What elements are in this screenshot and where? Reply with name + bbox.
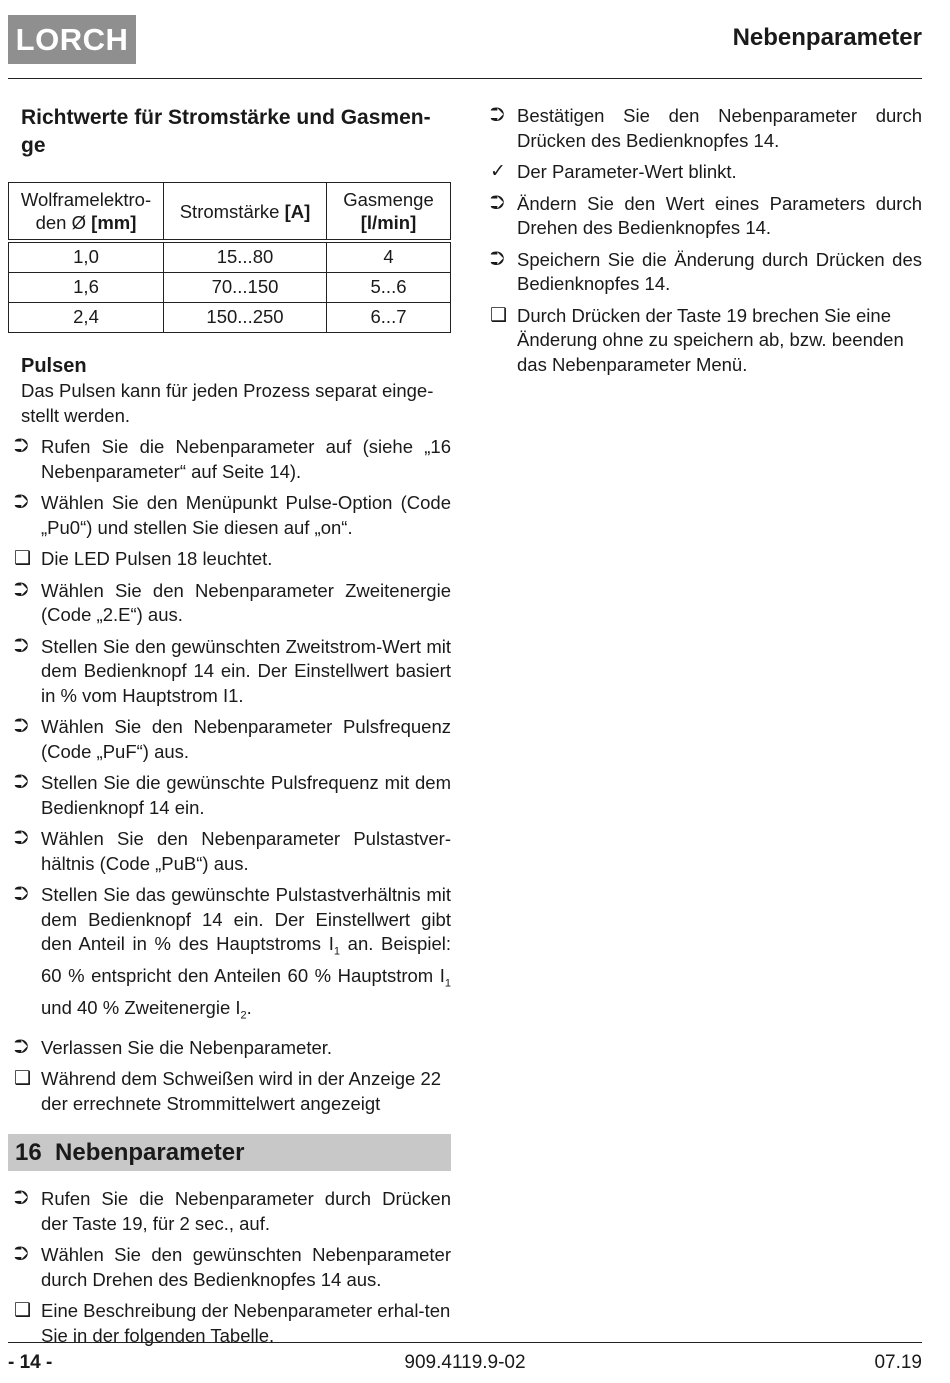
table-row (9, 273, 451, 303)
table-cell: 1,0 (9, 241, 164, 273)
list-item: ⮊ Stellen Sie den gewünschten Zweitstrom-Wert mit dem Bedienknopf 14 ein. Der Einstellwert basiert in % vom Hauptstrom I1. (8, 635, 451, 709)
table-cell: 70...150 (164, 273, 327, 303)
document-number: 909.4119.9-02 (404, 1352, 526, 1373)
column-header-gas: Gasmenge [l/min] (327, 183, 451, 242)
arrow-icon: ⮊ (14, 436, 29, 457)
arrow-icon: ⮊ (14, 635, 29, 657)
list-item: ⮊ Wählen Sie den Nebenparameter Zweitenergie (Code „2.E“) aus. (8, 579, 451, 628)
table-row (9, 303, 451, 333)
section-16-steps (8, 1187, 451, 1348)
pulsen-steps (8, 435, 451, 1116)
arrow-icon: ⮊ (14, 716, 29, 737)
column-header-electrode: Wolframelektro- den Ø [mm] (9, 183, 164, 242)
table-cell: 5...6 (327, 273, 451, 303)
pulsen-heading: Pulsen (21, 355, 87, 377)
list-item: ⮊ Rufen Sie die Nebenparameter durch Drücken der Taste 19, für 2 sec., auf. (8, 1187, 451, 1236)
table-cell: 15...80 (164, 241, 327, 273)
lorch-logo: LORCH (8, 15, 136, 64)
arrow-icon: ⮊ (14, 1244, 29, 1266)
section-16-heading: 16 Nebenparameter (8, 1134, 451, 1171)
arrow-icon: ⮊ (14, 884, 29, 905)
list-item: ⮊ Stellen Sie die gewünschte Pulsfrequenz mit dem Bedienknopf 14 ein. (8, 771, 451, 820)
pulsen-intro: Das Pulsen kann für jeden Prozess separat einge-stellt werden. (21, 380, 434, 426)
table-cell: 4 (327, 241, 451, 273)
table-heading: Richtwerte für Stromstärke und Gasmen- ge (21, 106, 431, 157)
arrow-icon: ⮊ (490, 192, 505, 214)
list-item: ❑ Eine Beschreibung der Nebenparameter erhal-ten Sie in der folgenden Tabelle. (8, 1299, 451, 1348)
list-item: ⮊ Wählen Sie den Nebenparameter Pulsfrequenz (Code „PuF“) aus. (8, 715, 451, 764)
check-icon: ✓ (490, 161, 506, 182)
list-item: ✓ Der Parameter-Wert blinkt. (484, 160, 922, 185)
checkbox-square-icon: ❑ (14, 1300, 32, 1322)
list-item: ⮊ Wählen Sie den gewünschten Nebenparameter durch Drehen des Bedienknopfes 14 aus. (8, 1243, 451, 1292)
table-row (9, 241, 451, 273)
arrow-icon: ⮊ (14, 772, 29, 793)
page-header-title: Nebenparameter (732, 24, 922, 51)
table-cell: 150...250 (164, 303, 327, 333)
table-cell: 1,6 (9, 273, 164, 303)
arrow-icon: ⮊ (14, 579, 29, 601)
list-item: ⮊ Wählen Sie den Menüpunkt Pulse-Option (Code „Pu0“) und stellen Sie diesen auf „on“. (8, 491, 451, 540)
footer-rule (8, 1342, 922, 1343)
column-header-current: Stromstärke [A] (164, 183, 327, 242)
arrow-icon: ⮊ (490, 105, 505, 126)
right-column (484, 104, 922, 384)
list-item: ❑ Durch Drücken der Taste 19 brechen Sie eine Änderung ohne zu speichern ab, bzw. beenden das Nebenparameter Menü. (484, 304, 922, 378)
list-item: ❑ Die LED Pulsen 18 leuchtet. (8, 547, 451, 572)
header-rule (8, 78, 922, 79)
checkbox-square-icon: ❑ (490, 304, 508, 326)
list-item: ⮊ Verlassen Sie die Nebenparameter. (8, 1036, 451, 1061)
table-cell: 2,4 (9, 303, 164, 333)
checkbox-square-icon: ❑ (14, 1068, 32, 1090)
checkbox-square-icon: ❑ (14, 548, 32, 569)
values-table (8, 182, 451, 333)
arrow-icon: ⮊ (490, 248, 505, 270)
list-item: ⮊ Speichern Sie die Änderung durch Drücken des Bedienknopfes 14. (484, 248, 922, 297)
arrow-icon: ⮊ (14, 828, 29, 849)
table-cell: 6...7 (327, 303, 451, 333)
list-item: ⮊ Rufen Sie die Nebenparameter auf (siehe „16 Nebenparameter“ auf Seite 14). (8, 435, 451, 484)
arrow-icon: ⮊ (14, 1188, 29, 1210)
list-item: ⮊ Stellen Sie das gewünschte Pulstastverhältnis mit dem Bedienknopf 14 ein. Der Einstellwert gibt den Anteil in % des Hauptstroms $I_1$ an. Beispiel: 60 % entspricht den Anteilen 60 % Hauptstrom $I_1$ und 40 % Zweitenergie $I_2$. (8, 883, 451, 1029)
arrow-icon: ⮊ (14, 492, 29, 513)
arrow-icon: ⮊ (14, 1036, 29, 1058)
list-item: ⮊ Bestätigen Sie den Nebenparameter durch Drücken des Bedienknopfes 14. (484, 104, 922, 153)
document-date: 07.19 (874, 1352, 922, 1373)
list-item: ❑ Während dem Schweißen wird in der Anzeige 22 der errechnete Strommittelwert angezeigt (8, 1067, 451, 1116)
page-number: - 14 - (8, 1352, 53, 1373)
list-item: ⮊ Wählen Sie den Nebenparameter Pulstastver-hältnis (Code „PuB“) aus. (8, 827, 451, 876)
left-column (8, 104, 451, 1355)
list-item: ⮊ Ändern Sie den Wert eines Parameters durch Drehen des Bedienknopfes 14. (484, 192, 922, 241)
